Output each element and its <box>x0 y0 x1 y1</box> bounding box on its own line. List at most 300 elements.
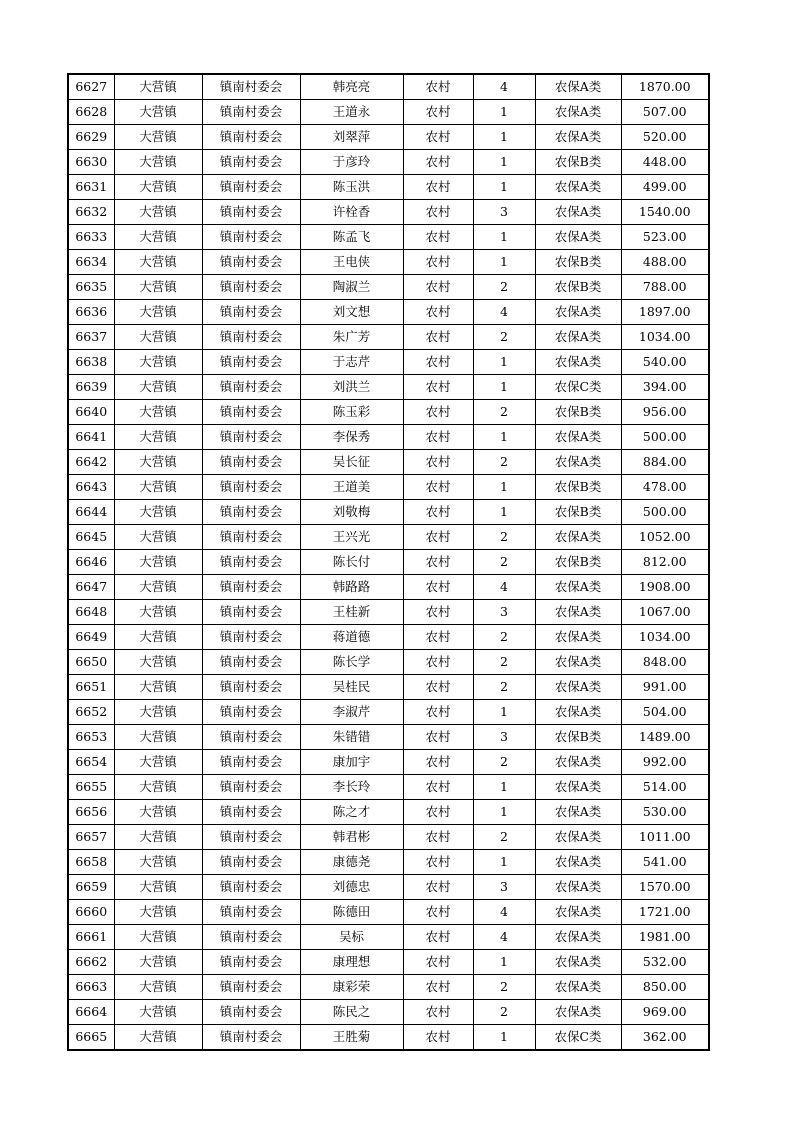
name-cell: 陈长学 <box>300 650 403 675</box>
serial-number-cell: 6653 <box>68 725 114 750</box>
village-committee-cell: 镇南村委会 <box>202 950 300 975</box>
category-cell: 农保A类 <box>535 525 621 550</box>
serial-number-cell: 6664 <box>68 1000 114 1025</box>
member-count-cell: 2 <box>473 625 535 650</box>
town-cell: 大营镇 <box>114 500 202 525</box>
member-count-cell: 1 <box>473 500 535 525</box>
amount-cell: 1034.00 <box>621 325 709 350</box>
household-type-cell: 农村 <box>403 275 473 300</box>
household-type-cell: 农村 <box>403 325 473 350</box>
amount-cell: 1540.00 <box>621 200 709 225</box>
relief-roster-table <box>67 73 710 1051</box>
member-count-cell: 1 <box>473 425 535 450</box>
serial-number-cell: 6659 <box>68 875 114 900</box>
category-cell: 农保B类 <box>535 475 621 500</box>
member-count-cell: 1 <box>473 150 535 175</box>
town-cell: 大营镇 <box>114 600 202 625</box>
name-cell: 陈玉彩 <box>300 400 403 425</box>
serial-number-cell: 6651 <box>68 675 114 700</box>
village-committee-cell: 镇南村委会 <box>202 625 300 650</box>
name-cell: 康德尧 <box>300 850 403 875</box>
town-cell: 大营镇 <box>114 725 202 750</box>
household-type-cell: 农村 <box>403 600 473 625</box>
town-cell: 大营镇 <box>114 150 202 175</box>
category-cell: 农保B类 <box>535 550 621 575</box>
household-type-cell: 农村 <box>403 750 473 775</box>
serial-number-cell: 6654 <box>68 750 114 775</box>
table-row <box>68 100 709 125</box>
village-committee-cell: 镇南村委会 <box>202 575 300 600</box>
member-count-cell: 2 <box>473 325 535 350</box>
town-cell: 大营镇 <box>114 300 202 325</box>
name-cell: 王道美 <box>300 475 403 500</box>
table-row <box>68 375 709 400</box>
name-cell: 陈民之 <box>300 1000 403 1025</box>
category-cell: 农保A类 <box>535 700 621 725</box>
serial-number-cell: 6660 <box>68 900 114 925</box>
name-cell: 刘文想 <box>300 300 403 325</box>
serial-number-cell: 6641 <box>68 425 114 450</box>
household-type-cell: 农村 <box>403 700 473 725</box>
category-cell: 农保A类 <box>535 175 621 200</box>
member-count-cell: 1 <box>473 175 535 200</box>
member-count-cell: 2 <box>473 550 535 575</box>
category-cell: 农保A类 <box>535 625 621 650</box>
amount-cell: 1897.00 <box>621 300 709 325</box>
amount-cell: 850.00 <box>621 975 709 1000</box>
village-committee-cell: 镇南村委会 <box>202 450 300 475</box>
village-committee-cell: 镇南村委会 <box>202 825 300 850</box>
village-committee-cell: 镇南村委会 <box>202 350 300 375</box>
category-cell: 农保A类 <box>535 74 621 100</box>
household-type-cell: 农村 <box>403 450 473 475</box>
village-committee-cell: 镇南村委会 <box>202 925 300 950</box>
town-cell: 大营镇 <box>114 425 202 450</box>
town-cell: 大营镇 <box>114 100 202 125</box>
household-type-cell: 农村 <box>403 250 473 275</box>
member-count-cell: 1 <box>473 350 535 375</box>
table-row <box>68 600 709 625</box>
household-type-cell: 农村 <box>403 550 473 575</box>
amount-cell: 488.00 <box>621 250 709 275</box>
village-committee-cell: 镇南村委会 <box>202 225 300 250</box>
town-cell: 大营镇 <box>114 900 202 925</box>
name-cell: 康理想 <box>300 950 403 975</box>
household-type-cell: 农村 <box>403 1025 473 1051</box>
village-committee-cell: 镇南村委会 <box>202 150 300 175</box>
name-cell: 吴桂民 <box>300 675 403 700</box>
member-count-cell: 3 <box>473 875 535 900</box>
table-row <box>68 800 709 825</box>
name-cell: 陈玉洪 <box>300 175 403 200</box>
amount-cell: 848.00 <box>621 650 709 675</box>
category-cell: 农保A类 <box>535 1000 621 1025</box>
town-cell: 大营镇 <box>114 250 202 275</box>
amount-cell: 478.00 <box>621 475 709 500</box>
household-type-cell: 农村 <box>403 975 473 1000</box>
table-row <box>68 700 709 725</box>
household-type-cell: 农村 <box>403 100 473 125</box>
table-row <box>68 950 709 975</box>
amount-cell: 540.00 <box>621 350 709 375</box>
amount-cell: 991.00 <box>621 675 709 700</box>
table-row <box>68 275 709 300</box>
village-committee-cell: 镇南村委会 <box>202 1000 300 1025</box>
serial-number-cell: 6645 <box>68 525 114 550</box>
member-count-cell: 2 <box>473 525 535 550</box>
table-row <box>68 300 709 325</box>
serial-number-cell: 6628 <box>68 100 114 125</box>
name-cell: 陈德田 <box>300 900 403 925</box>
category-cell: 农保A类 <box>535 125 621 150</box>
name-cell: 李长玲 <box>300 775 403 800</box>
village-committee-cell: 镇南村委会 <box>202 650 300 675</box>
serial-number-cell: 6658 <box>68 850 114 875</box>
household-type-cell: 农村 <box>403 425 473 450</box>
amount-cell: 362.00 <box>621 1025 709 1051</box>
amount-cell: 500.00 <box>621 425 709 450</box>
serial-number-cell: 6627 <box>68 74 114 100</box>
village-committee-cell: 镇南村委会 <box>202 300 300 325</box>
member-count-cell: 1 <box>473 850 535 875</box>
name-cell: 陈孟飞 <box>300 225 403 250</box>
household-type-cell: 农村 <box>403 925 473 950</box>
table-row <box>68 1000 709 1025</box>
table-row <box>68 750 709 775</box>
household-type-cell: 农村 <box>403 875 473 900</box>
category-cell: 农保A类 <box>535 450 621 475</box>
town-cell: 大营镇 <box>114 175 202 200</box>
category-cell: 农保A类 <box>535 200 621 225</box>
member-count-cell: 2 <box>473 975 535 1000</box>
category-cell: 农保A类 <box>535 650 621 675</box>
amount-cell: 532.00 <box>621 950 709 975</box>
amount-cell: 504.00 <box>621 700 709 725</box>
serial-number-cell: 6655 <box>68 775 114 800</box>
member-count-cell: 4 <box>473 900 535 925</box>
name-cell: 刘德忠 <box>300 875 403 900</box>
amount-cell: 1721.00 <box>621 900 709 925</box>
household-type-cell: 农村 <box>403 900 473 925</box>
town-cell: 大营镇 <box>114 825 202 850</box>
village-committee-cell: 镇南村委会 <box>202 750 300 775</box>
village-committee-cell: 镇南村委会 <box>202 175 300 200</box>
household-type-cell: 农村 <box>403 775 473 800</box>
member-count-cell: 2 <box>473 750 535 775</box>
table-row <box>68 650 709 675</box>
town-cell: 大营镇 <box>114 775 202 800</box>
amount-cell: 530.00 <box>621 800 709 825</box>
amount-cell: 956.00 <box>621 400 709 425</box>
village-committee-cell: 镇南村委会 <box>202 1025 300 1051</box>
town-cell: 大营镇 <box>114 450 202 475</box>
name-cell: 许栓香 <box>300 200 403 225</box>
serial-number-cell: 6662 <box>68 950 114 975</box>
amount-cell: 1570.00 <box>621 875 709 900</box>
town-cell: 大营镇 <box>114 125 202 150</box>
category-cell: 农保A类 <box>535 300 621 325</box>
amount-cell: 1981.00 <box>621 925 709 950</box>
name-cell: 于彦玲 <box>300 150 403 175</box>
serial-number-cell: 6648 <box>68 600 114 625</box>
town-cell: 大营镇 <box>114 325 202 350</box>
name-cell: 吴标 <box>300 925 403 950</box>
serial-number-cell: 6665 <box>68 1025 114 1051</box>
member-count-cell: 1 <box>473 775 535 800</box>
table-row <box>68 675 709 700</box>
name-cell: 王道永 <box>300 100 403 125</box>
household-type-cell: 农村 <box>403 825 473 850</box>
household-type-cell: 农村 <box>403 125 473 150</box>
town-cell: 大营镇 <box>114 850 202 875</box>
category-cell: 农保A类 <box>535 875 621 900</box>
table-row <box>68 425 709 450</box>
amount-cell: 394.00 <box>621 375 709 400</box>
village-committee-cell: 镇南村委会 <box>202 200 300 225</box>
member-count-cell: 4 <box>473 74 535 100</box>
serial-number-cell: 6649 <box>68 625 114 650</box>
serial-number-cell: 6663 <box>68 975 114 1000</box>
town-cell: 大营镇 <box>114 200 202 225</box>
household-type-cell: 农村 <box>403 350 473 375</box>
town-cell: 大营镇 <box>114 575 202 600</box>
member-count-cell: 1 <box>473 475 535 500</box>
amount-cell: 448.00 <box>621 150 709 175</box>
village-committee-cell: 镇南村委会 <box>202 725 300 750</box>
category-cell: 农保A类 <box>535 900 621 925</box>
household-type-cell: 农村 <box>403 200 473 225</box>
table-row <box>68 250 709 275</box>
table-row <box>68 200 709 225</box>
serial-number-cell: 6632 <box>68 200 114 225</box>
name-cell: 王兴光 <box>300 525 403 550</box>
member-count-cell: 3 <box>473 600 535 625</box>
serial-number-cell: 6643 <box>68 475 114 500</box>
village-committee-cell: 镇南村委会 <box>202 975 300 1000</box>
town-cell: 大营镇 <box>114 750 202 775</box>
village-committee-cell: 镇南村委会 <box>202 250 300 275</box>
member-count-cell: 4 <box>473 925 535 950</box>
name-cell: 陶淑兰 <box>300 275 403 300</box>
town-cell: 大营镇 <box>114 625 202 650</box>
category-cell: 农保A类 <box>535 575 621 600</box>
serial-number-cell: 6639 <box>68 375 114 400</box>
serial-number-cell: 6644 <box>68 500 114 525</box>
household-type-cell: 农村 <box>403 850 473 875</box>
name-cell: 康加宇 <box>300 750 403 775</box>
amount-cell: 1052.00 <box>621 525 709 550</box>
serial-number-cell: 6656 <box>68 800 114 825</box>
village-committee-cell: 镇南村委会 <box>202 675 300 700</box>
village-committee-cell: 镇南村委会 <box>202 500 300 525</box>
town-cell: 大营镇 <box>114 550 202 575</box>
amount-cell: 1011.00 <box>621 825 709 850</box>
town-cell: 大营镇 <box>114 400 202 425</box>
serial-number-cell: 6638 <box>68 350 114 375</box>
household-type-cell: 农村 <box>403 150 473 175</box>
household-type-cell: 农村 <box>403 225 473 250</box>
category-cell: 农保A类 <box>535 225 621 250</box>
amount-cell: 788.00 <box>621 275 709 300</box>
town-cell: 大营镇 <box>114 1025 202 1051</box>
name-cell: 刘敬梅 <box>300 500 403 525</box>
town-cell: 大营镇 <box>114 475 202 500</box>
town-cell: 大营镇 <box>114 925 202 950</box>
member-count-cell: 2 <box>473 400 535 425</box>
table-row <box>68 525 709 550</box>
village-committee-cell: 镇南村委会 <box>202 475 300 500</box>
name-cell: 李保秀 <box>300 425 403 450</box>
member-count-cell: 1 <box>473 375 535 400</box>
name-cell: 刘翠萍 <box>300 125 403 150</box>
serial-number-cell: 6635 <box>68 275 114 300</box>
table-row <box>68 550 709 575</box>
table-row <box>68 775 709 800</box>
table-row <box>68 74 709 100</box>
table-row <box>68 825 709 850</box>
amount-cell: 1067.00 <box>621 600 709 625</box>
household-type-cell: 农村 <box>403 625 473 650</box>
amount-cell: 514.00 <box>621 775 709 800</box>
name-cell: 王桂新 <box>300 600 403 625</box>
serial-number-cell: 6661 <box>68 925 114 950</box>
village-committee-cell: 镇南村委会 <box>202 125 300 150</box>
table-row <box>68 400 709 425</box>
town-cell: 大营镇 <box>114 375 202 400</box>
household-type-cell: 农村 <box>403 300 473 325</box>
member-count-cell: 1 <box>473 100 535 125</box>
name-cell: 康彩荣 <box>300 975 403 1000</box>
table-body <box>68 74 709 1050</box>
member-count-cell: 3 <box>473 200 535 225</box>
category-cell: 农保C类 <box>535 375 621 400</box>
household-type-cell: 农村 <box>403 1000 473 1025</box>
village-committee-cell: 镇南村委会 <box>202 700 300 725</box>
name-cell: 李淑芹 <box>300 700 403 725</box>
category-cell: 农保A类 <box>535 975 621 1000</box>
town-cell: 大营镇 <box>114 675 202 700</box>
category-cell: 农保A类 <box>535 325 621 350</box>
member-count-cell: 1 <box>473 700 535 725</box>
category-cell: 农保A类 <box>535 950 621 975</box>
member-count-cell: 1 <box>473 225 535 250</box>
village-committee-cell: 镇南村委会 <box>202 850 300 875</box>
name-cell: 韩亮亮 <box>300 74 403 100</box>
amount-cell: 812.00 <box>621 550 709 575</box>
category-cell: 农保A类 <box>535 800 621 825</box>
category-cell: 农保A类 <box>535 350 621 375</box>
member-count-cell: 2 <box>473 650 535 675</box>
table-row <box>68 500 709 525</box>
name-cell: 陈之才 <box>300 800 403 825</box>
town-cell: 大营镇 <box>114 975 202 1000</box>
household-type-cell: 农村 <box>403 74 473 100</box>
serial-number-cell: 6650 <box>68 650 114 675</box>
amount-cell: 884.00 <box>621 450 709 475</box>
member-count-cell: 2 <box>473 275 535 300</box>
town-cell: 大营镇 <box>114 525 202 550</box>
table-row <box>68 175 709 200</box>
serial-number-cell: 6630 <box>68 150 114 175</box>
town-cell: 大营镇 <box>114 225 202 250</box>
village-committee-cell: 镇南村委会 <box>202 600 300 625</box>
category-cell: 农保A类 <box>535 775 621 800</box>
member-count-cell: 3 <box>473 725 535 750</box>
serial-number-cell: 6629 <box>68 125 114 150</box>
category-cell: 农保A类 <box>535 850 621 875</box>
village-committee-cell: 镇南村委会 <box>202 100 300 125</box>
household-type-cell: 农村 <box>403 650 473 675</box>
category-cell: 农保C类 <box>535 1025 621 1051</box>
serial-number-cell: 6633 <box>68 225 114 250</box>
member-count-cell: 1 <box>473 1025 535 1051</box>
name-cell: 朱错错 <box>300 725 403 750</box>
household-type-cell: 农村 <box>403 500 473 525</box>
amount-cell: 507.00 <box>621 100 709 125</box>
serial-number-cell: 6634 <box>68 250 114 275</box>
category-cell: 农保B类 <box>535 725 621 750</box>
amount-cell: 992.00 <box>621 750 709 775</box>
household-type-cell: 农村 <box>403 725 473 750</box>
table-row <box>68 625 709 650</box>
amount-cell: 1034.00 <box>621 625 709 650</box>
household-type-cell: 农村 <box>403 475 473 500</box>
table-row <box>68 325 709 350</box>
name-cell: 韩路路 <box>300 575 403 600</box>
category-cell: 农保B类 <box>535 250 621 275</box>
village-committee-cell: 镇南村委会 <box>202 775 300 800</box>
table-row <box>68 125 709 150</box>
member-count-cell: 1 <box>473 125 535 150</box>
amount-cell: 523.00 <box>621 225 709 250</box>
member-count-cell: 1 <box>473 800 535 825</box>
town-cell: 大营镇 <box>114 800 202 825</box>
category-cell: 农保B类 <box>535 500 621 525</box>
household-type-cell: 农村 <box>403 400 473 425</box>
serial-number-cell: 6636 <box>68 300 114 325</box>
name-cell: 刘洪兰 <box>300 375 403 400</box>
village-committee-cell: 镇南村委会 <box>202 275 300 300</box>
household-type-cell: 农村 <box>403 375 473 400</box>
village-committee-cell: 镇南村委会 <box>202 400 300 425</box>
category-cell: 农保B类 <box>535 275 621 300</box>
town-cell: 大营镇 <box>114 74 202 100</box>
member-count-cell: 4 <box>473 575 535 600</box>
table-row <box>68 925 709 950</box>
name-cell: 陈长付 <box>300 550 403 575</box>
amount-cell: 500.00 <box>621 500 709 525</box>
village-committee-cell: 镇南村委会 <box>202 900 300 925</box>
member-count-cell: 2 <box>473 675 535 700</box>
serial-number-cell: 6631 <box>68 175 114 200</box>
household-type-cell: 农村 <box>403 575 473 600</box>
household-type-cell: 农村 <box>403 675 473 700</box>
table-row <box>68 150 709 175</box>
serial-number-cell: 6652 <box>68 700 114 725</box>
category-cell: 农保A类 <box>535 925 621 950</box>
village-committee-cell: 镇南村委会 <box>202 74 300 100</box>
serial-number-cell: 6647 <box>68 575 114 600</box>
serial-number-cell: 6637 <box>68 325 114 350</box>
table-row <box>68 900 709 925</box>
table-row <box>68 850 709 875</box>
town-cell: 大营镇 <box>114 350 202 375</box>
name-cell: 王胜菊 <box>300 1025 403 1051</box>
amount-cell: 969.00 <box>621 1000 709 1025</box>
category-cell: 农保A类 <box>535 750 621 775</box>
table-row <box>68 975 709 1000</box>
name-cell: 朱广芳 <box>300 325 403 350</box>
